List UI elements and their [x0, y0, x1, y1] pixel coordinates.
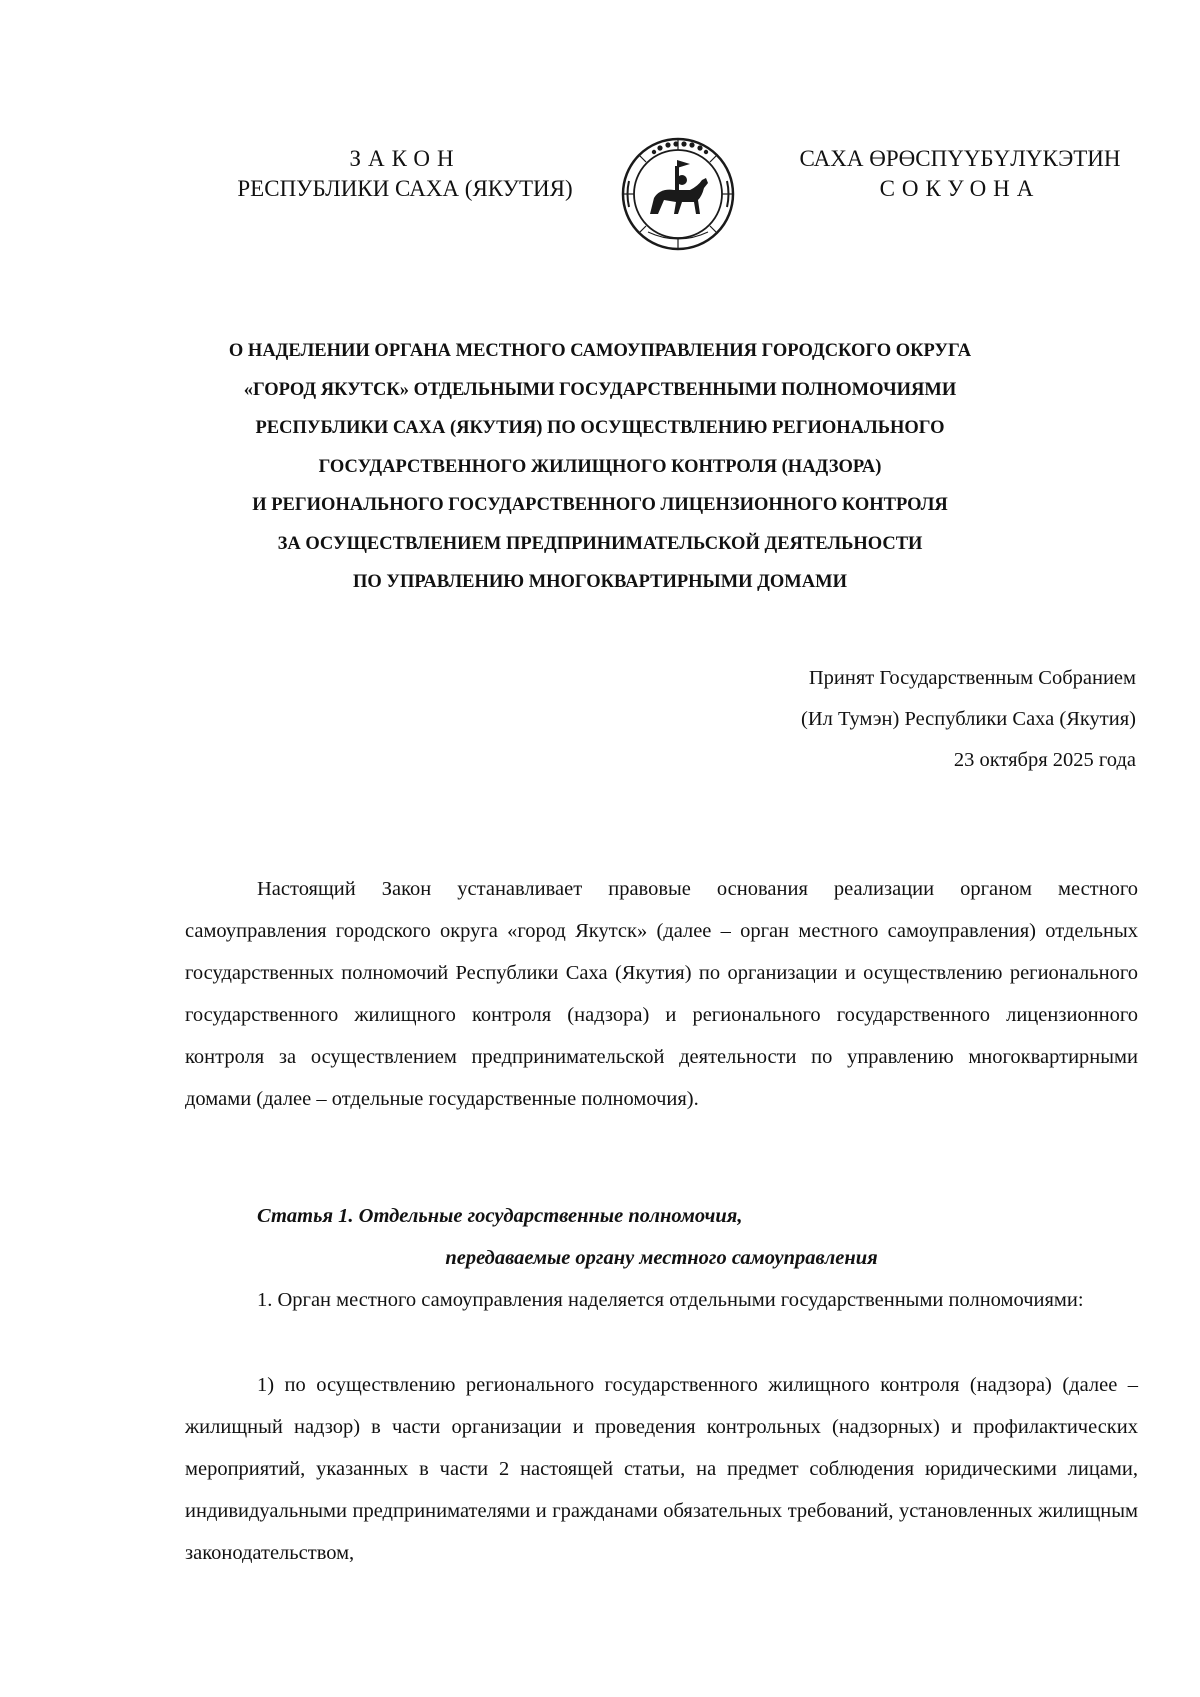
coat-of-arms-emblem-icon: [620, 136, 736, 252]
adoption-line: Принят Государственным Собранием: [808, 667, 1136, 689]
header-sakha-republic-label: САХА ӨРӨСПҮҮБҮЛҮКЭТИН: [799, 146, 1121, 171]
header-right-block: [760, 144, 1160, 204]
document-title: [160, 332, 1040, 602]
title-line: И РЕГИОНАЛЬНОГО ГОСУДАРСТВЕННОГО ЛИЦЕНЗИОННОГО КОНТРОЛЯ: [252, 495, 948, 515]
title-line: ГОСУДАРСТВЕННОГО ЖИЛИЩНОГО КОНТРОЛЯ (НАДЗОРА): [318, 456, 882, 477]
article-heading-line1: Статья 1. Отдельные государственные полномочия,: [257, 1205, 743, 1227]
header-republic-label: РЕСПУБЛИКИ САХА (ЯКУТИЯ): [237, 176, 573, 201]
title-line: «ГОРОД ЯКУТСК» ОТДЕЛЬНЫМИ ГОСУДАРСТВЕННЫМИ ПОЛНОМОЧИЯМИ: [243, 379, 957, 400]
adoption-line: (Ил Тумэн) Республики Саха (Якутия): [801, 708, 1136, 730]
header-left-block: [195, 144, 615, 204]
article-paragraph: 1. Орган местного самоуправления наделяется отдельными государственными полномочиями:: [257, 1289, 1084, 1311]
title-line: О НАДЕЛЕНИИ ОРГАНА МЕСТНОГО САМОУПРАВЛЕНИЯ ГОРОДСКОГО ОКРУГА: [228, 341, 972, 361]
article-heading: [185, 1195, 1138, 1279]
adoption-date: 23 октября 2025 года: [953, 749, 1136, 771]
title-line: ПО УПРАВЛЕНИЮ МНОГОКВАРТИРНЫМИ ДОМАМИ: [353, 572, 847, 592]
title-line: РЕСПУБЛИКИ САХА (ЯКУТИЯ) ПО ОСУЩЕСТВЛЕНИЮ РЕГИОНАЛЬНОГО: [255, 418, 945, 438]
header-law-sakha-label: СОКУОНА: [879, 176, 1041, 201]
header-law-label: ЗАКОН: [349, 146, 461, 171]
article-paragraph: 1) по осуществлению регионального государственного жилищного контроля (надзора) (далее – жилищный надзор) в части организации и проведения контрольных (надзорных) и профилактических мероприятий, указанных в части 2 настоящей статьи, на предмет соблюдения юридическими лицами, индивидуальными предпринимателями и гражданами обязательных требований, установленных жилищным законодательством,: [185, 1374, 1138, 1564]
adoption-block: [801, 658, 1136, 781]
preamble-paragraph: Настоящий Закон устанавливает правовые основания реализации органом местного самоуправления городского округа «город Якутск» (далее – орган местного самоуправления) отдельных государственных полномочий Республики Саха (Якутия) по организации и осуществлению регионального государственного жилищного контроля (надзора) и регионального государственного лицензионного контроля за осуществлением предпринимательской деятельности по управлению многоквартирными домами (далее – отдельные государственные полномочия).: [185, 878, 1138, 1110]
article-heading-line2: передаваемые органу местного самоуправления: [445, 1247, 878, 1269]
title-line: ЗА ОСУЩЕСТВЛЕНИЕМ ПРЕДПРИНИМАТЕЛЬСКОЙ ДЕЯТЕЛЬНОСТИ: [277, 533, 923, 554]
